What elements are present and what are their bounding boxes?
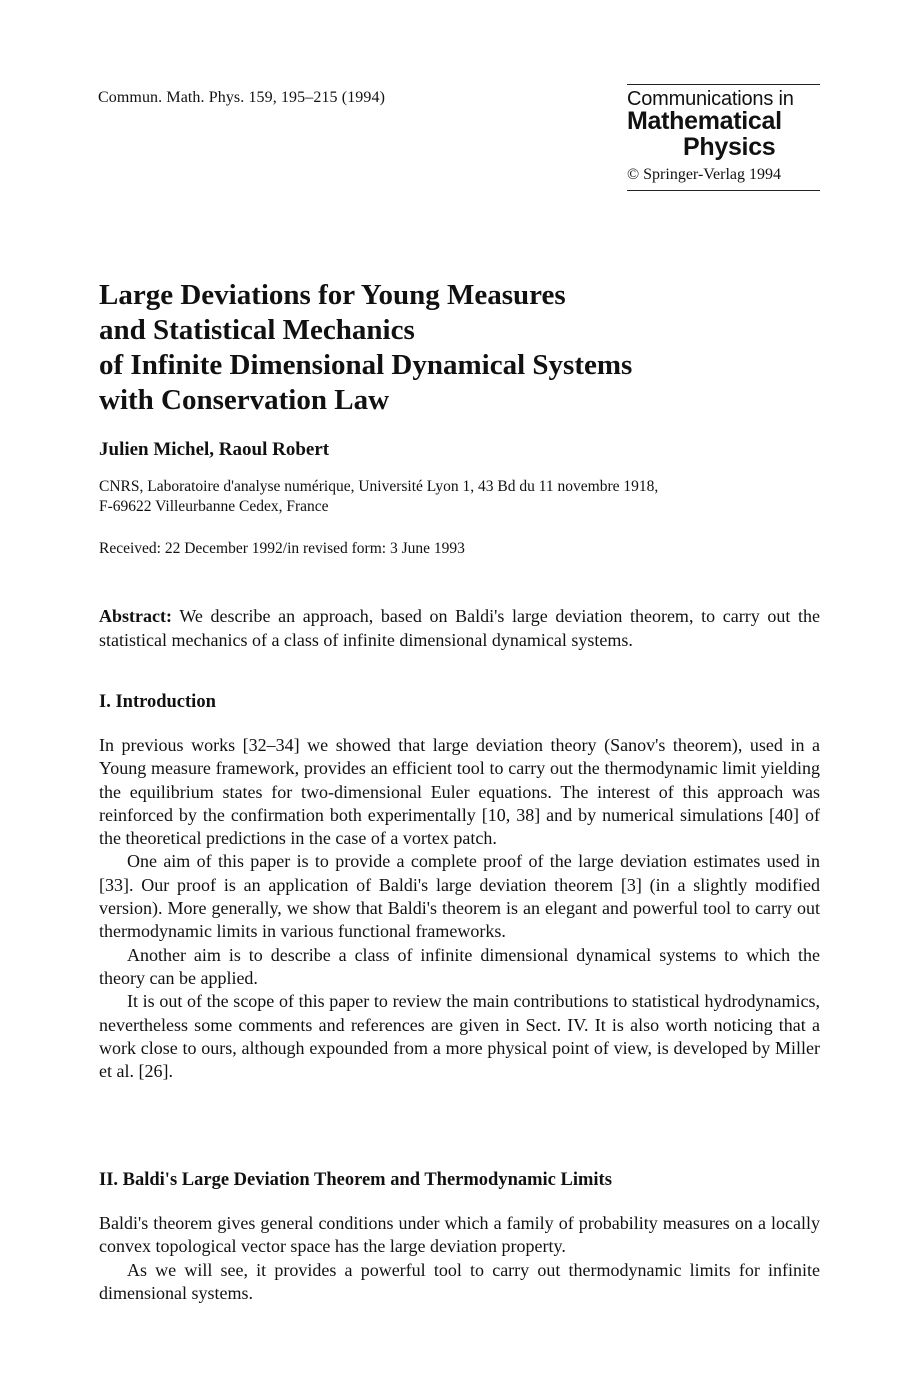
abstract-label: Abstract: xyxy=(99,606,172,626)
journal-name-line-2: Mathematical xyxy=(627,107,782,136)
paragraph: Another aim is to describe a class of infinite dimensional dynamical systems to which the theory can be applied. xyxy=(99,944,820,988)
journal-citation: Commun. Math. Phys. 159, 195–215 (1994) xyxy=(98,89,386,106)
paragraph: Baldi's theorem gives general conditions under which a family of probability measures on a locally convex topological vector space has the large deviation property. xyxy=(99,1213,820,1257)
paper-title xyxy=(99,278,632,418)
received-dates: Received: 22 December 1992/in revised form: 3 June 1993 xyxy=(99,540,465,557)
abstract xyxy=(99,604,820,652)
journal-name-line-3: Physics xyxy=(683,132,776,161)
copyright-notice: © Springer-Verlag 1994 xyxy=(627,166,782,184)
paragraph: One aim of this paper is to provide a complete proof of the large deviation estimates used in [33]. Our proof is an application of Baldi's large deviation theorem [3] (in a slightly modified version). More generally, we show that Baldi's theorem is an elegant and powerful tool to carry out thermodynamic limits in various functional frameworks. xyxy=(99,851,820,942)
journal-name-line-1: Communications in xyxy=(627,88,794,110)
title-line: with Conservation Law xyxy=(99,384,390,416)
paragraph: It is out of the scope of this paper to review the main contributions to statistical hydrodynamics, nevertheless some comments and references are given in Sect. IV. It is also worth noticing that a work close to ours, although expounded from a more physical point of view, is developed by Miller et al. [26]. xyxy=(99,991,820,1082)
section2-body xyxy=(99,1212,820,1305)
affiliation-line: F-69622 Villeurbanne Cedex, France xyxy=(99,498,329,515)
affiliation xyxy=(99,477,819,517)
title-line: of Infinite Dimensional Dynamical Systems xyxy=(99,349,633,381)
author-list: Julien Michel, Raoul Robert xyxy=(99,439,330,460)
introduction-body xyxy=(99,734,820,1083)
paragraph: In previous works [32–34] we showed that large deviation theory (Sanov's theorem), used in a Young measure framework, provides an efficient tool to carry out the thermodynamic limit yielding the equilibrium states for two-dimensional Euler equations. The interest of this approach was reinforced by the confirmation both experimentally [10, 38] and by numerical simulations [40] of the theoretical predictions in the case of a vortex patch. xyxy=(99,735,820,849)
journal-logo-block xyxy=(627,84,820,191)
affiliation-line: CNRS, Laboratoire d'analyse numérique, Université Lyon 1, 43 Bd du 11 novembre 1918, xyxy=(99,478,659,495)
title-line: Large Deviations for Young Measures xyxy=(99,279,566,311)
abstract-text: We describe an approach, based on Baldi's large deviation theorem, to carry out the statistical mechanics of a class of infinite dimensional dynamical systems. xyxy=(99,606,820,650)
paragraph: As we will see, it provides a powerful tool to carry out thermodynamic limits for infinite dimensional systems. xyxy=(99,1259,820,1303)
section-heading-introduction: I. Introduction xyxy=(99,692,216,712)
section-heading-baldi-theorem: II. Baldi's Large Deviation Theorem and Thermodynamic Limits xyxy=(99,1170,612,1190)
title-line: and Statistical Mechanics xyxy=(99,314,415,346)
